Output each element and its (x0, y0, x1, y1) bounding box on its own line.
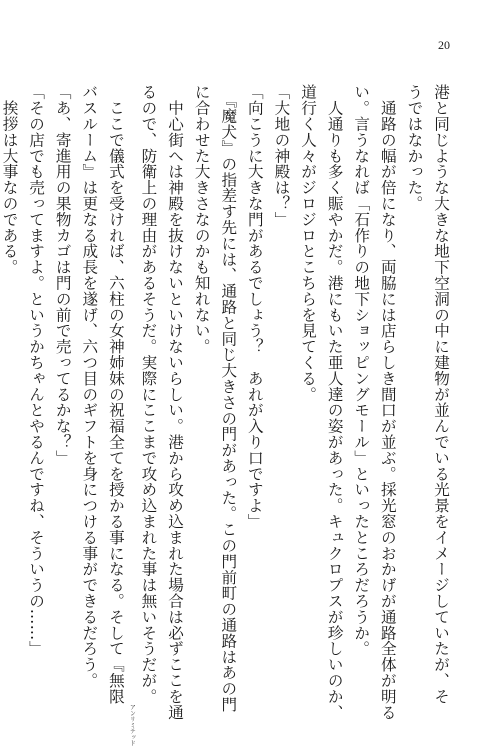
ruby-mugen (107, 704, 136, 747)
page-number: 20 (438, 38, 450, 52)
text-line-16: 「その店でも売ってますよ。というかちゃんとやるんですね、そういうの……」 (27, 84, 46, 657)
text-line-9: 『魔犬』の指差す先には、通路と同じ大きさの門があった。この門前町の通路はあの門 (219, 84, 238, 713)
text-line-4: い。言うなれば「石作りの地下ショッピングモール」といったところだろうか。 (352, 84, 371, 657)
text-line-13-text: ここで儀式を受ければ、六柱の女神姉妹の祝福全てを授かる事になる。そして『無限 (106, 84, 125, 705)
text-line-3: 通路の幅が倍になり、両脇には店らしき間口が並ぶ。採光窓のおかげが通路全体が明る (378, 84, 397, 720)
text-line-5: 人通りも多く賑やかだ。港にもいた亜人達の姿があった。キュクロプスが珍しいのか、 (325, 84, 344, 720)
text-line-6: 道行く人々がジロジロとこちらを見てくる。 (299, 84, 318, 402)
text-line-13 (102, 84, 136, 747)
text-line-14: バスルーム』は更なる成長を遂げ、六つ目のギフトを身につける事ができるだろう。 (80, 84, 99, 689)
text-line-8: 「向こうに大きな門があるでしょう？ あれが入り口ですよ」 (245, 84, 264, 530)
text-line-11: 中心街へは神殿を抜けないといけないらしい。港から攻め込まれた場合は必ずここを通 (166, 84, 185, 720)
text-line-1: 港と同じような大きな地下空洞の中に建物が並んでいる光景をイメージしていたが、そ (432, 84, 450, 705)
text-line-7: 「大地の神殿は？」 (272, 84, 291, 228)
text-line-12: るので、防衛上の理由があるそうだ。実際にここまで攻め込まれた事は無いそうだが。 (139, 84, 158, 705)
text-line-15: 「あ、寄進用の果物カゴは門の前で売ってるかな？」 (53, 84, 72, 466)
ruby-mugen-reading: アンリミテッド (128, 704, 136, 747)
text-line-2: うではなかった。 (405, 84, 424, 212)
vertical-text-block (0, 84, 454, 747)
text-line-17: 挨拶は大事なのである。 (0, 84, 19, 275)
text-line-10: に合わせた大きさなのかも知れない。 (192, 84, 211, 355)
